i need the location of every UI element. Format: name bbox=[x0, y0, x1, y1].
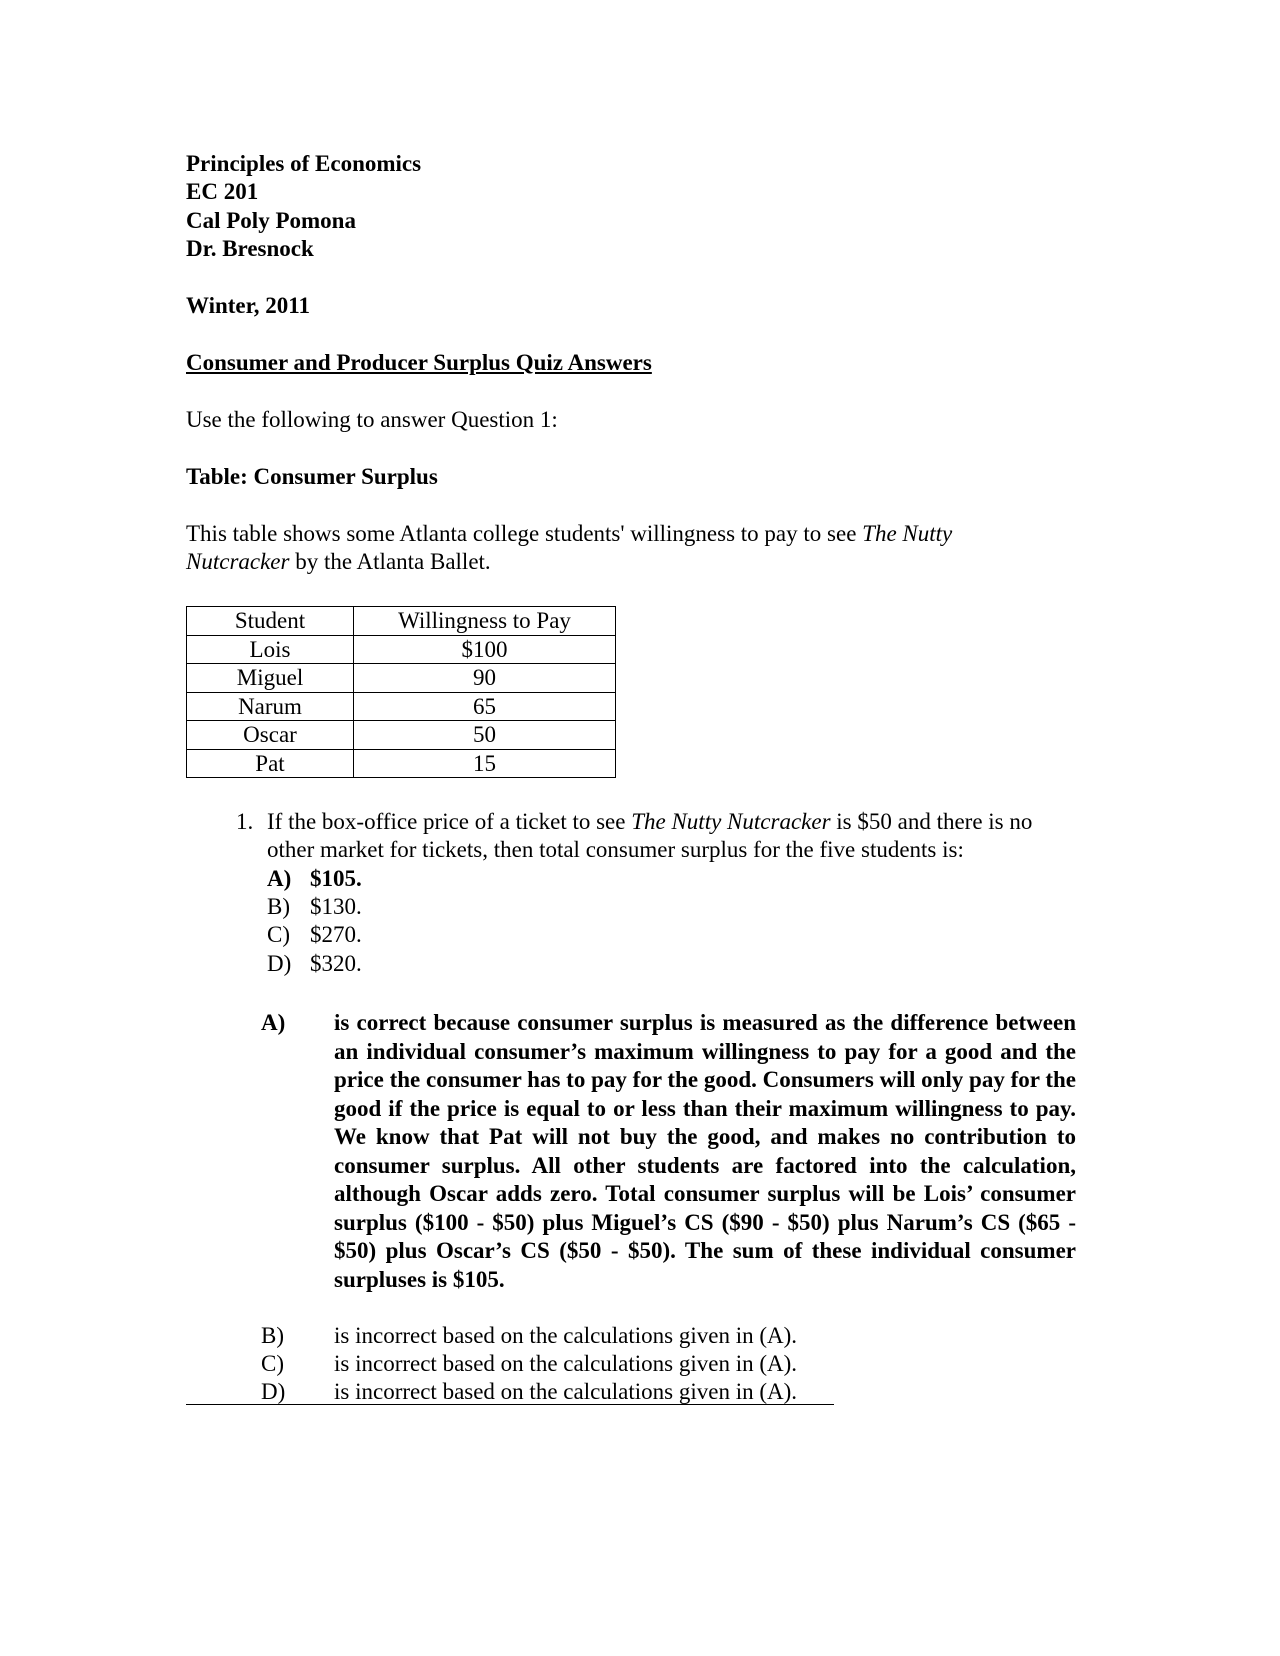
answer-c-text: is incorrect based on the calculations given in (A). bbox=[334, 1351, 798, 1376]
description-text: This table shows some Atlanta college students' willingness to pay to see bbox=[186, 521, 863, 546]
option-c-letter: C) bbox=[267, 922, 290, 947]
answer-c-letter: C) bbox=[261, 1351, 284, 1376]
answer-a-letter: A) bbox=[261, 1010, 286, 1035]
answer-b-letter: B) bbox=[261, 1323, 284, 1348]
description-line-1 bbox=[186, 520, 952, 548]
question-line-2: other market for tickets, then total consumer surplus for the five students is: bbox=[267, 837, 964, 862]
option-c-text: $270. bbox=[310, 922, 362, 947]
table-cell-wtp: 90 bbox=[354, 664, 616, 693]
instructor-name: Dr. Bresnock bbox=[186, 236, 314, 261]
option-a-text: $105. bbox=[310, 866, 362, 891]
table-cell-student: Miguel bbox=[187, 664, 354, 693]
table-cell-student: Narum bbox=[187, 692, 354, 721]
table-row bbox=[187, 749, 616, 778]
table-title: Table: Consumer Surplus bbox=[186, 464, 438, 489]
description-text-end: by the Atlanta Ballet. bbox=[289, 549, 491, 574]
table-cell-wtp: 15 bbox=[354, 749, 616, 778]
table-cell-student: Lois bbox=[187, 635, 354, 664]
table-row bbox=[187, 721, 616, 750]
option-d-letter: D) bbox=[267, 951, 292, 976]
option-a-letter: A) bbox=[267, 866, 292, 891]
answer-d-letter: D) bbox=[261, 1379, 286, 1404]
description-italic-title-2: Nutcracker bbox=[186, 549, 290, 574]
question-number: 1. bbox=[236, 809, 254, 834]
table-header-student: Student bbox=[187, 607, 354, 636]
question-line-1 bbox=[267, 808, 1032, 836]
term: Winter, 2011 bbox=[186, 293, 310, 318]
willingness-table bbox=[186, 606, 616, 778]
table-cell-wtp: $100 bbox=[354, 635, 616, 664]
intro-text: Use the following to answer Question 1: bbox=[186, 407, 558, 432]
table-cell-student: Oscar bbox=[187, 721, 354, 750]
description-line-2 bbox=[186, 548, 491, 576]
table-row bbox=[187, 664, 616, 693]
option-d-text: $320. bbox=[310, 951, 362, 976]
option-b-text: $130. bbox=[310, 894, 362, 919]
question-text: If the box-office price of a ticket to see bbox=[267, 809, 632, 834]
question-italic-title: The Nutty Nutcracker bbox=[631, 809, 831, 834]
table-cell-wtp: 65 bbox=[354, 692, 616, 721]
table-cell-student: Pat bbox=[187, 749, 354, 778]
answer-underline bbox=[186, 1404, 834, 1405]
table-cell-wtp: 50 bbox=[354, 721, 616, 750]
course-name: Principles of Economics bbox=[186, 151, 422, 176]
table-header-wtp: Willingness to Pay bbox=[354, 607, 616, 636]
table-row bbox=[187, 635, 616, 664]
course-code: EC 201 bbox=[186, 179, 259, 204]
answer-a-explanation: is correct because consumer surplus is measured as the difference between an individual consumer’s maximum willingness to pay for a good and the price the consumer has to pay for the good. Consumers will only pay for the good if the price is equal to or less than their maximum willingness to pay. We know that Pat will not buy the good, and makes no contribution to consumer surplus. All other students are factored into the calculation, although Oscar adds zero. Total consumer surplus will be Lois’ consumer surplus ($100 - $50) plus Miguel’s CS ($90 - $50) plus Narum’s CS ($65 - $50) plus Oscar’s CS ($50 - $50). The sum of these individual consumer surpluses is $105. bbox=[334, 1010, 1076, 1292]
option-b-letter: B) bbox=[267, 894, 290, 919]
school-name: Cal Poly Pomona bbox=[186, 208, 356, 233]
description-italic-title: The Nutty bbox=[862, 521, 953, 546]
question-text-end: is $50 and there is no bbox=[830, 809, 1033, 834]
table-header-row bbox=[187, 607, 616, 636]
answer-d-text: is incorrect based on the calculations given in (A). bbox=[334, 1379, 798, 1404]
table-row bbox=[187, 692, 616, 721]
answer-b-text: is incorrect based on the calculations given in (A). bbox=[334, 1323, 798, 1348]
page-title: Consumer and Producer Surplus Quiz Answers bbox=[186, 350, 652, 375]
